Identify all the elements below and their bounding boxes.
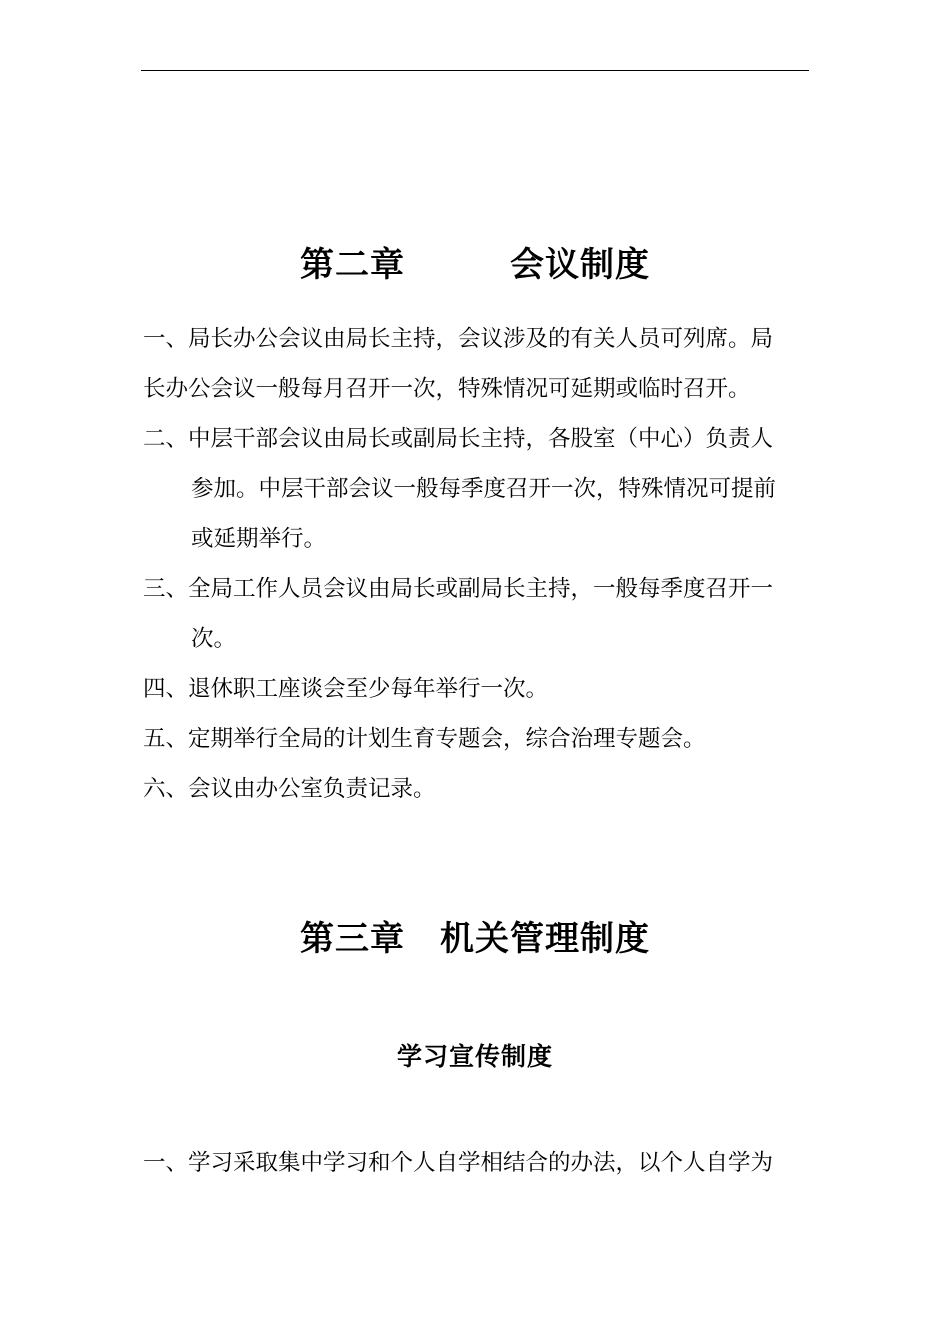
chapter-3-title: 第三章 机关管理制度 <box>300 919 650 959</box>
chapter-2-item-6 <box>143 764 823 814</box>
paragraph-line: 一、局长办公会议由局长主持，会议涉及的有关人员可列席。局 <box>143 326 774 352</box>
paragraph-line: 三、全局工作人员会议由局长或副局长主持，一般每季度召开一 <box>143 576 774 602</box>
chapter-3-item-1 <box>143 1138 823 1188</box>
header-rule <box>141 70 809 71</box>
chapter-2-item-2 <box>143 414 823 564</box>
chapter-2-item-4 <box>143 664 823 714</box>
paragraph-line: 四、退休职工座谈会至少每年举行一次。 <box>143 676 549 702</box>
paragraph-line: 六、会议由办公室负责记录。 <box>143 776 436 802</box>
paragraph-line: 长办公会议一般每月召开一次，特殊情况可延期或临时召开。 <box>143 376 751 402</box>
chapter-2-item-3 <box>143 564 823 664</box>
paragraph-line: 或延期举行。 <box>191 526 327 552</box>
paragraph-line: 一、学习采取集中学习和个人自学相结合的办法，以个人自学为 <box>143 1150 774 1176</box>
section-title: 学习宣传制度 <box>396 1042 553 1071</box>
paragraph-line: 二、中层干部会议由局长或副局长主持，各股室（中心）负责人 <box>143 426 774 452</box>
paragraph-line: 参加。中层干部会议一般每季度召开一次，特殊情况可提前 <box>191 476 777 502</box>
paragraph-line: 五、定期举行全局的计划生育专题会，综合治理专题会。 <box>143 726 706 752</box>
chapter-2-item-1 <box>143 314 823 414</box>
paragraph-line: 次。 <box>191 626 237 652</box>
chapter-2-item-5 <box>143 714 823 764</box>
chapter-2-title: 第二章 会议制度 <box>300 245 650 285</box>
